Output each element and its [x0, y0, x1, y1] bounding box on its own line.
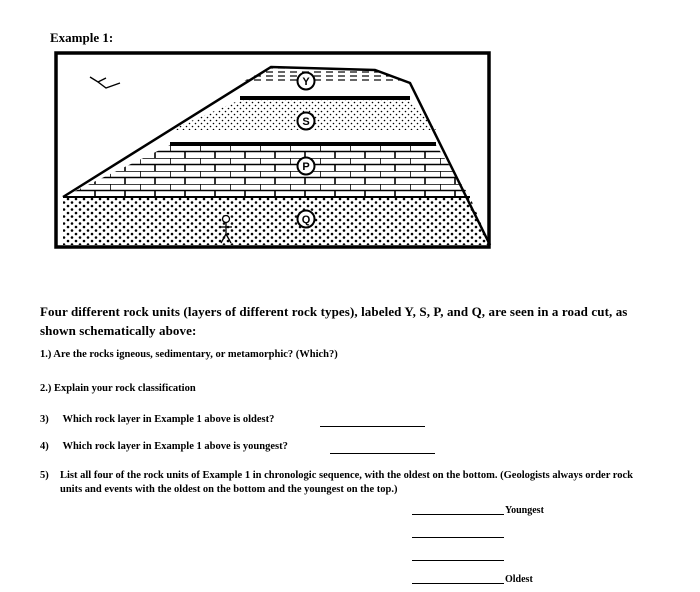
example-title: Example 1: [50, 30, 114, 45]
label-p [298, 158, 315, 175]
label-y [298, 73, 315, 90]
road-cut-diagram [50, 50, 495, 252]
youngest-label: Youngest [505, 505, 544, 516]
svg-text:Q: Q [301, 214, 311, 226]
svg-text:P: P [302, 161, 310, 173]
bird-icon [90, 77, 120, 88]
question-4-text: Which rock layer in Example 1 above is youngest? [62, 441, 288, 452]
oldest-answer-line[interactable] [320, 426, 425, 427]
question-3-number: 3) [40, 414, 49, 425]
sequence-line-1[interactable] [412, 514, 504, 515]
svg-text:Y: Y [302, 76, 310, 88]
svg-text:S: S [302, 116, 310, 128]
question-5 [40, 469, 640, 497]
question-5-text: List all four of the rock units of Example 1 in chronologic sequence, with the oldest on the bottom. (Geologists always order rock units and events with the oldest on the bottom and the youngest on the top.) [60, 470, 634, 495]
label-q [298, 211, 315, 228]
sequence-line-2[interactable] [412, 537, 504, 538]
oldest-label: Oldest [505, 574, 533, 585]
question-5-number: 5) [40, 470, 49, 481]
question-2: 2.) Explain your rock classification [40, 383, 196, 394]
question-1: 1.) Are the rocks igneous, sedimentary, or metamorphic? (Which?) [40, 349, 338, 360]
question-3 [40, 414, 274, 425]
sequence-line-4[interactable] [412, 583, 504, 584]
question-3-text: Which rock layer in Example 1 above is oldest? [62, 414, 275, 425]
intro-paragraph: Four different rock units (layers of different rock types), labeled Y, S, P, and Q, are seen in a road cut, as shown schematically above: [40, 304, 628, 338]
question-4-number: 4) [40, 441, 49, 452]
question-4 [40, 441, 288, 452]
youngest-answer-line[interactable] [330, 453, 435, 454]
label-s [298, 113, 315, 130]
sequence-line-3[interactable] [412, 560, 504, 561]
